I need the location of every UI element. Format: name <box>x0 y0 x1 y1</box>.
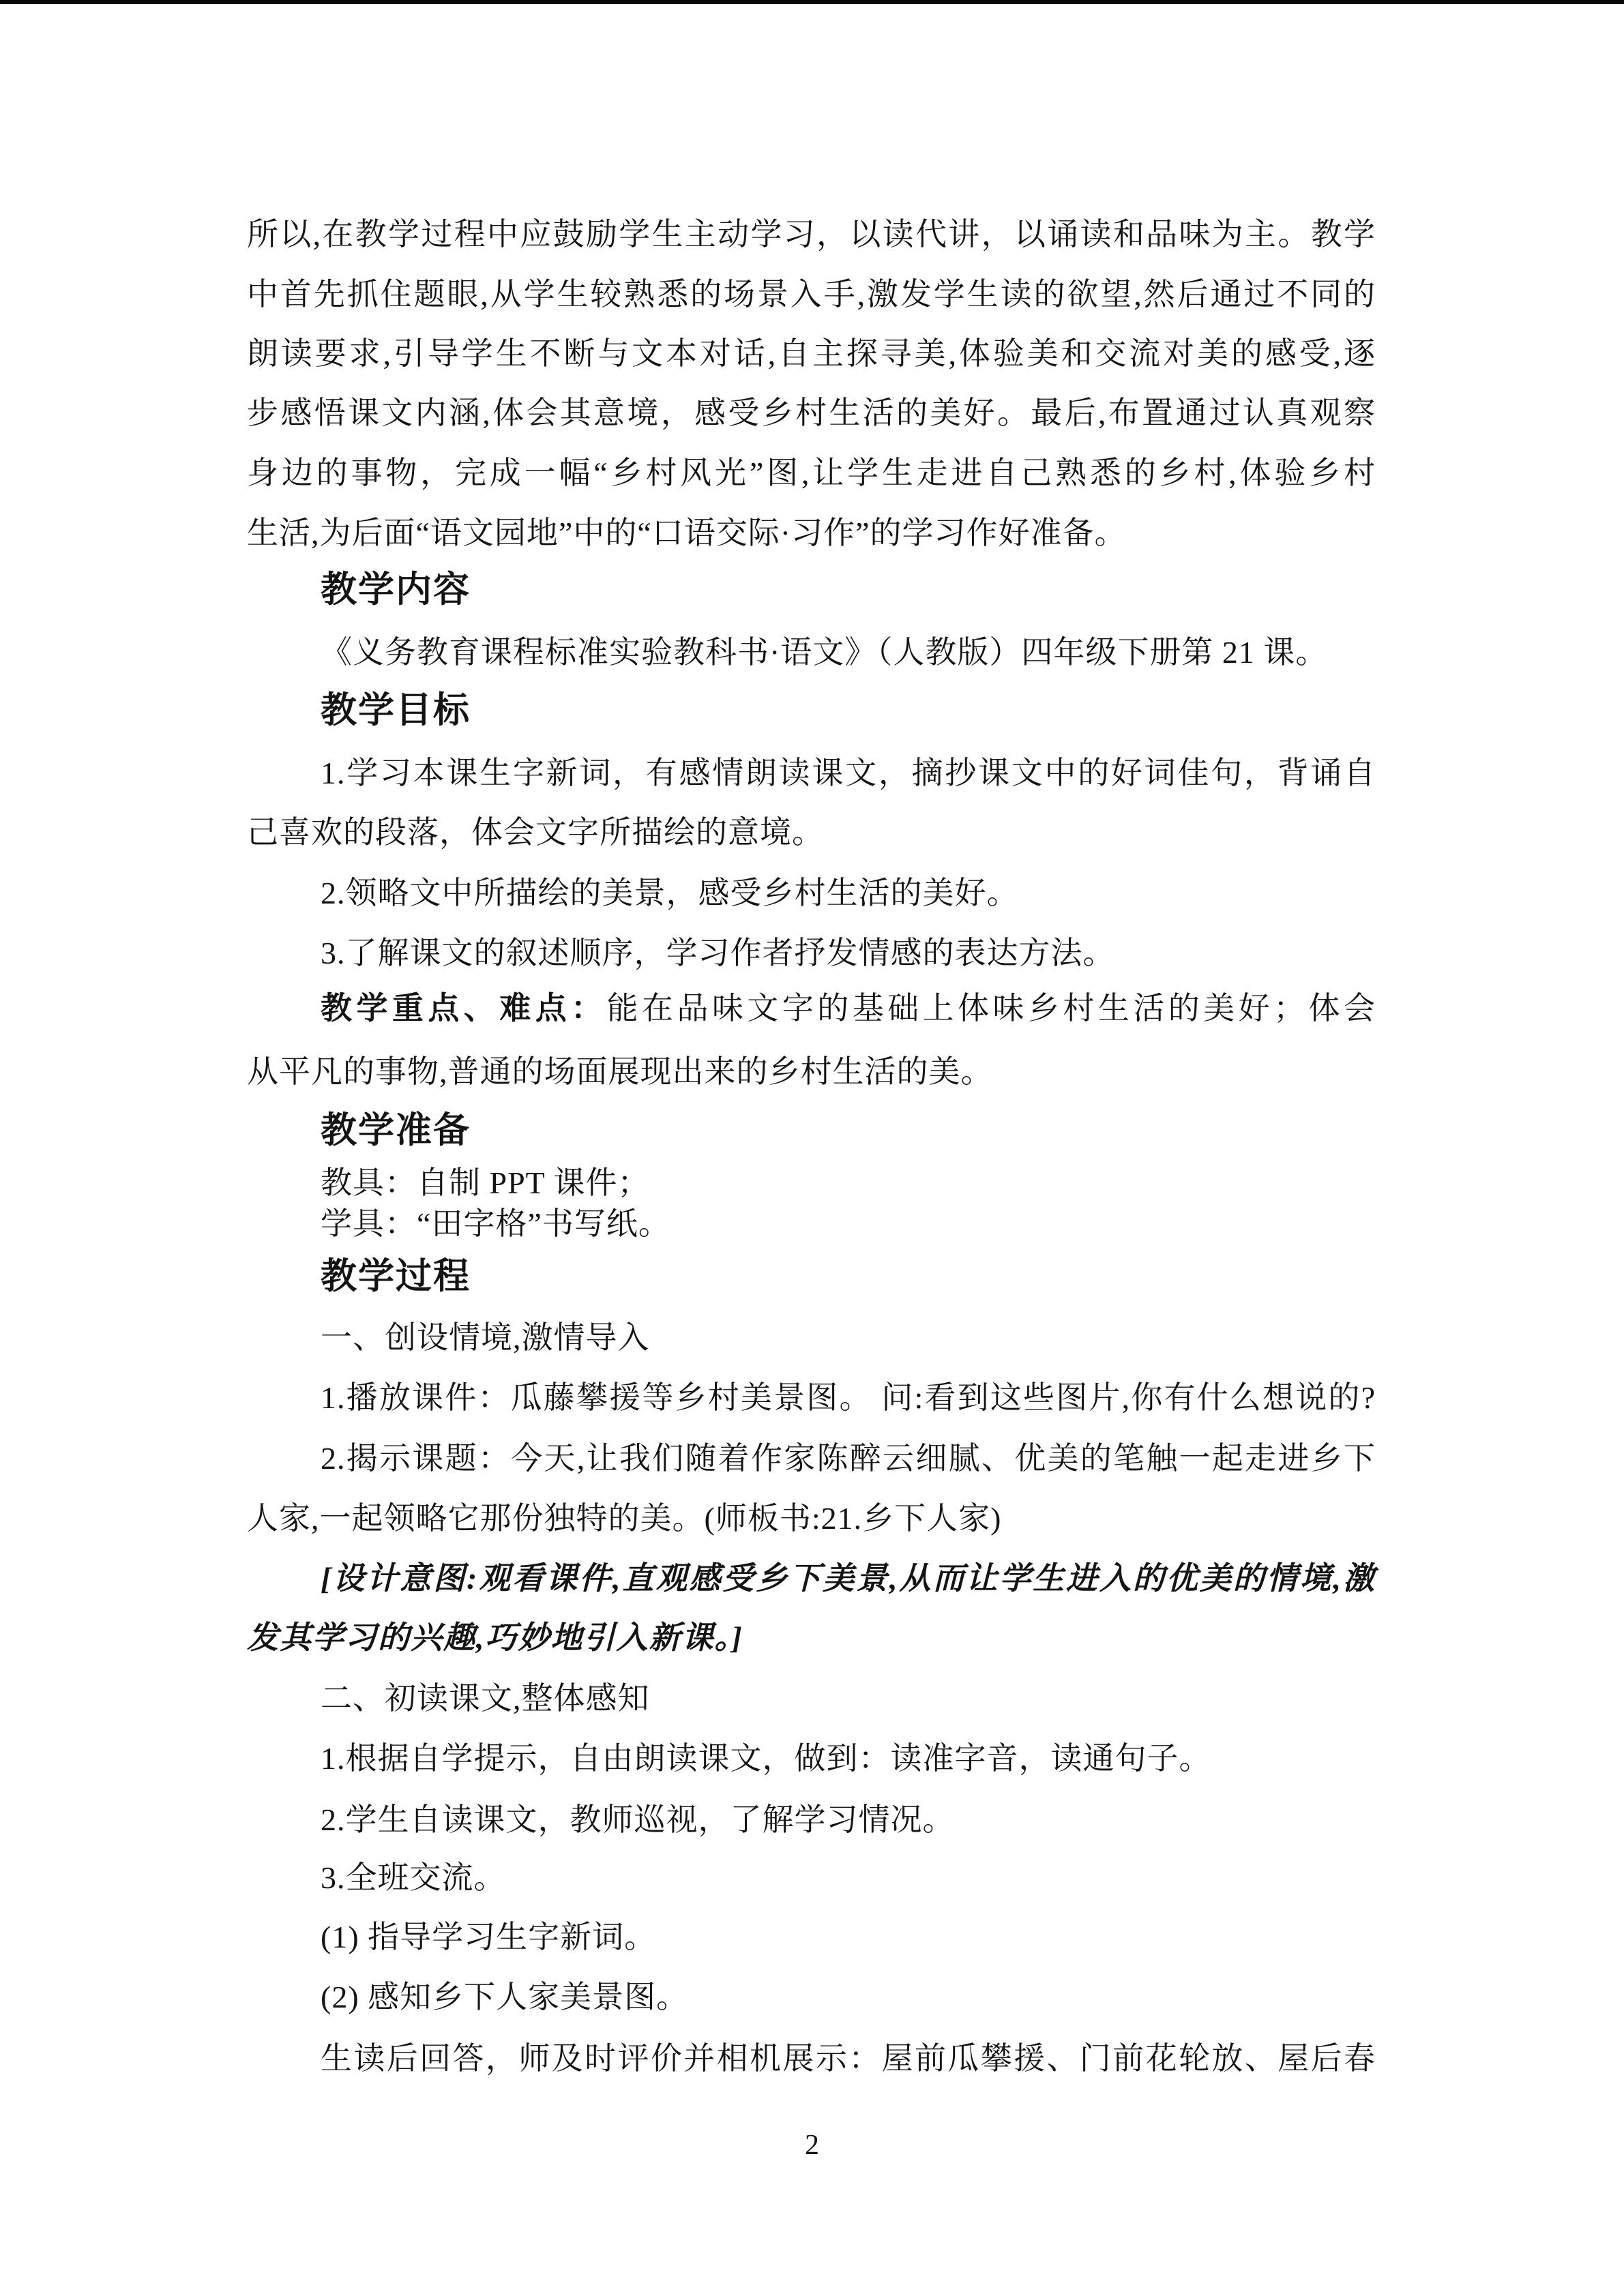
design-intent-line: [设计意图:观看课件,直观感受乡下美景,从而让学生进入的优美的情境,激 <box>321 1561 1376 1596</box>
heading-teaching-goals: 教学目标 <box>321 691 471 730</box>
heading-key-points-inline: 教学重点、难点： <box>321 991 607 1026</box>
goal-item-line: 2.领略文中所描绘的美景，感受乡村生活的美好。 <box>321 876 1019 910</box>
process-step-line: 一、创设情境,激情导入 <box>321 1320 650 1355</box>
key-points-text: 能在品味文字的基础上体味乡村生活的美好；体会 <box>606 991 1376 1026</box>
intro-paragraph-line: 中首先抓住题眼,从学生较熟悉的场景入手,激发学生读的欲望,然后通过不同的 <box>247 277 1376 312</box>
intro-paragraph-line: 朗读要求,引导学生不断与文本对话,自主探寻美,体验美和交流对美的感受,逐 <box>247 336 1376 371</box>
process-step-line: 2.学生自读课文，教师巡视，了解学习情况。 <box>321 1802 955 1837</box>
process-step-line: 人家,一起领略它那份独特的美。(师板书:21.乡下人家) <box>247 1501 1002 1536</box>
intro-paragraph-line: 步感悟课文内涵,体会其意境，感受乡村生活的美好。最后,布置通过认真观察 <box>247 396 1376 430</box>
page-number: 2 <box>805 2130 819 2161</box>
goal-item-line: 己喜欢的段落，体会文字所描绘的意境。 <box>247 815 824 850</box>
goal-item-line: 3.了解课文的叙述顺序，学习作者抒发情感的表达方法。 <box>321 936 1115 970</box>
process-step-line: 3.全班交流。 <box>321 1860 506 1895</box>
process-step-line: 1.根据自学提示，自由朗读课文，做到：读准字音，读通句子。 <box>321 1741 1211 1776</box>
process-step-line: 生读后回答，师及时评价并相机展示：屋前瓜攀援、门前花轮放、屋后春 <box>321 2041 1376 2076</box>
heading-teaching-content: 教学内容 <box>321 570 471 610</box>
heading-teaching-preparation: 教学准备 <box>321 1111 471 1150</box>
process-step-line: 二、初读课文,整体感知 <box>321 1681 650 1716</box>
process-sub-step-line: (1) 指导学习生字新词。 <box>321 1920 657 1954</box>
intro-paragraph-line: 生活,为后面“语文园地”中的“口语交际·习作”的学习作好准备。 <box>247 516 1127 550</box>
teaching-content-line: 《义务教育课程标准实验教科书·语文》（人教版）四年级下册第 21 课。 <box>321 635 1328 670</box>
scan-edge-artifact <box>0 0 1624 4</box>
process-step-line: 1.播放课件：瓜藤攀援等乡村美景图。 问:看到这些图片,你有什么想说的? <box>321 1380 1376 1415</box>
heading-teaching-process: 教学过程 <box>321 1257 471 1296</box>
preparation-line-teacher-tools: 教具：自制 PPT 课件； <box>321 1165 650 1200</box>
intro-paragraph-line: 所以,在教学过程中应鼓励学生主动学习，以读代讲，以诵读和品味为主。教学 <box>247 217 1376 252</box>
process-sub-step-line: (2) 感知乡下人家美景图。 <box>321 1980 689 2014</box>
key-points-line <box>247 989 1376 1028</box>
intro-paragraph-line: 身边的事物，完成一幅“乡村风光”图,让学生走进自己熟悉的乡村,体验乡村 <box>247 456 1376 490</box>
design-intent-line: 发其学习的兴趣,巧妙地引入新课。] <box>247 1620 743 1655</box>
goal-item-line: 1.学习本课生字新词，有感情朗读课文，摘抄课文中的好词佳句，背诵自 <box>321 756 1376 790</box>
preparation-line-student-tools: 学具：“田字格”书写纸。 <box>321 1206 670 1241</box>
key-points-line: 从平凡的事物,普通的场面展现出来的乡村生活的美。 <box>247 1054 993 1089</box>
process-step-line: 2.揭示课题：今天,让我们随着作家陈醉云细腻、优美的笔触一起走进乡下 <box>321 1441 1376 1476</box>
